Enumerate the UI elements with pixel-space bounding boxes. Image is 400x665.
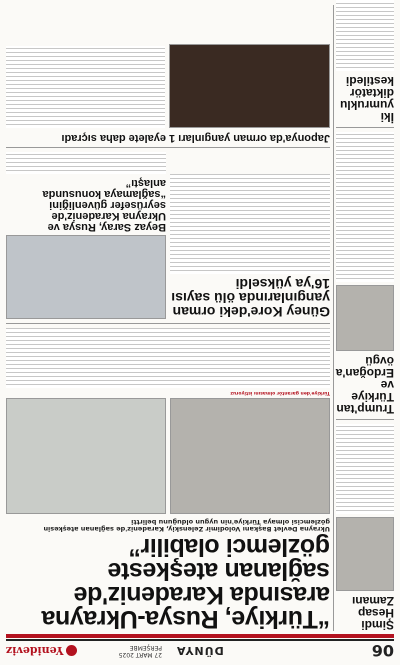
page-header bbox=[6, 639, 394, 661]
lead-photo bbox=[170, 398, 330, 514]
left-story-headline: İki yumruklu diktatör kestiledi bbox=[339, 74, 394, 124]
section-name: DÜNYA bbox=[176, 644, 224, 658]
logo-mark-icon bbox=[66, 646, 77, 657]
story-row bbox=[6, 44, 330, 128]
column-divider bbox=[333, 5, 334, 631]
story bbox=[170, 152, 330, 319]
lead-subhead: Türkiye'den garantör olmasını istiyoruz bbox=[230, 390, 330, 395]
left-story-body bbox=[336, 424, 394, 514]
lead-deck: Ukrayna Devlet Başkanı Volodimir Zelenskiy, Karadeniz'de sağlanan ateşkesin gözlemcisi olmaya Türkiye'nin uygun olduğunu belirtti bbox=[43, 518, 330, 533]
left-story-headline: Şimdi Hesap Zamanı bbox=[351, 594, 394, 632]
left-story bbox=[336, 424, 394, 631]
story-body bbox=[170, 174, 330, 274]
left-story-photo bbox=[336, 517, 394, 591]
story-headline: Güney Kore'deki orman yangınlarında ölü sayısı 16'ya yükseldi bbox=[171, 276, 330, 320]
story bbox=[6, 152, 166, 319]
left-story-body bbox=[336, 0, 394, 71]
logo-text: Yenideviz bbox=[6, 644, 64, 658]
issue-date: 27 MART 2025 PERŞEMBE bbox=[118, 644, 163, 658]
header-strip bbox=[6, 634, 394, 638]
lead-photos bbox=[6, 398, 330, 514]
newspaper-logo bbox=[6, 645, 77, 658]
story-row bbox=[6, 152, 330, 319]
left-story-body bbox=[336, 132, 394, 282]
page-number: 06 bbox=[371, 641, 394, 661]
left-divider bbox=[336, 419, 394, 420]
left-column bbox=[336, 5, 394, 631]
lead-headline: “Türkiye, Rusya-Ukrayna arasında Karadeniz'de sağlanan ateşkeste gözlemci olabilir” bbox=[41, 533, 330, 633]
row-divider bbox=[6, 323, 330, 324]
story-photo bbox=[6, 235, 166, 319]
left-divider bbox=[336, 127, 394, 128]
left-story bbox=[336, 0, 394, 123]
story-body bbox=[6, 152, 166, 174]
story-body bbox=[6, 46, 165, 128]
wildfire-photo bbox=[169, 44, 330, 128]
row-divider bbox=[6, 147, 330, 148]
main-area bbox=[6, 5, 330, 631]
lead-photo bbox=[6, 398, 166, 514]
story-headline: Beyaz Saray, Rusya ve Ukrayna Karadeniz'de seyrüsefer güvenliğini “sağlamaya konusunda anlaştı” bbox=[42, 177, 166, 233]
story-headline: Japonya'da orman yangınları 1 eyalete daha sıçradı bbox=[61, 132, 330, 144]
left-story-headline: Trump'tan Türkiye ve Erdoğan'a övgü bbox=[335, 354, 394, 416]
left-story-photo bbox=[336, 285, 394, 351]
lead-body bbox=[6, 328, 330, 388]
left-story bbox=[336, 132, 394, 415]
